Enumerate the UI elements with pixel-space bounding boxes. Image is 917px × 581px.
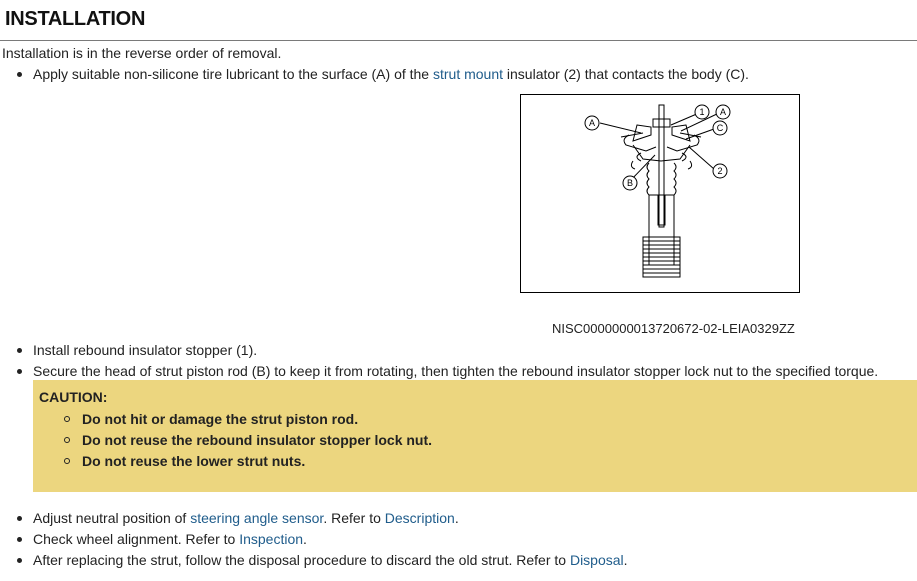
step-apply-lubricant-text-end: insulator (2) that contacts the body (C). [503, 66, 749, 82]
piston-rod [659, 105, 664, 227]
label-1: 1 [699, 107, 705, 117]
step-install-stopper-text: Install rebound insulator stopper (1). [33, 342, 258, 358]
label-a-right: A [719, 107, 727, 117]
step-check-alignment [0, 529, 628, 550]
step-list-top [0, 64, 749, 85]
step-check-alignment-end: . [303, 531, 307, 547]
inspection-link[interactable]: Inspection [239, 531, 304, 547]
strut-diagram [521, 95, 799, 292]
step-apply-lubricant [0, 64, 749, 85]
strut-illustration [520, 94, 800, 293]
label-b: B [626, 178, 634, 188]
step-list-bottom [0, 508, 628, 571]
step-adjust-neutral-refer: . Refer to [323, 510, 385, 526]
caution-list [59, 409, 432, 472]
step-apply-lubricant-text: Apply suitable non-silicone tire lubricant to the surface (A) of the [33, 66, 433, 82]
step-adjust-neutral-text: Adjust neutral position of [33, 510, 191, 526]
caution-item: Do not hit or damage the strut piston rod. [59, 409, 432, 430]
disposal-link[interactable]: Disposal [569, 552, 624, 568]
description-link[interactable]: Description [384, 510, 455, 526]
step-check-alignment-text: Check wheel alignment. Refer to [33, 531, 240, 547]
caution-heading: CAUTION: [39, 389, 108, 405]
page-title: INSTALLATION [5, 8, 146, 30]
label-c: C [716, 123, 724, 133]
step-disposal-end: . [623, 552, 628, 568]
caution-box [33, 380, 917, 492]
label-2: 2 [717, 166, 723, 176]
step-secure-piston-rod-text: Secure the head of strut piston rod (B) to keep it from rotating, then tighten the rebound insulator stopper lock nut to the specified torque. [33, 363, 879, 379]
step-adjust-neutral [0, 508, 628, 529]
step-list-middle [0, 340, 878, 382]
caution-item: Do not reuse the rebound insulator stopper lock nut. [59, 430, 432, 451]
strut-mount-link[interactable]: strut mount [432, 66, 504, 82]
title-divider [0, 40, 917, 41]
intro-text: Installation is in the reverse order of removal. [2, 45, 282, 61]
steering-angle-sensor-link[interactable]: steering angle sensor [190, 510, 324, 526]
step-adjust-neutral-end: . [454, 510, 459, 526]
figure-caption: NISC0000000013720672-02-LEIA0329ZZ [552, 321, 795, 336]
label-a-left: A [588, 118, 596, 128]
step-secure-piston-rod [0, 361, 878, 382]
step-disposal-text: After replacing the strut, follow the disposal procedure to discard the old strut. Refer to [33, 552, 570, 568]
step-disposal [0, 550, 628, 571]
caution-item: Do not reuse the lower strut nuts. [59, 451, 432, 472]
step-install-stopper [0, 340, 878, 361]
